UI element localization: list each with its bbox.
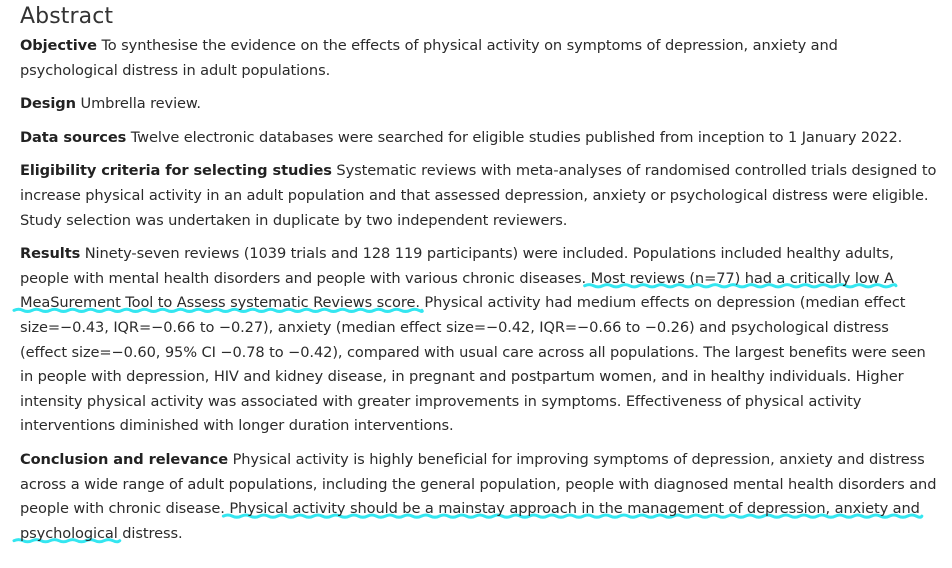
results-text-after: Physical activity had medium effects on depression (median effect size=−0.43, IQR=−0.66 to −0.27), anxiety (median effect size=−0.42, IQR=−0.66 to −0.26) and psychological distress (effect size=−0.60, 95% CI −0.78 to −0.42), compared with usual care across all populations. The largest benefits were seen in people with depression, HIV and kidney disease, in pregnant and postpartum women, and in healthy individuals. Higher intensity physical activity was associated with greater improvements in symptoms. Effectiveness of physical activity interventions diminished with longer duration interventions. [20,294,926,435]
data-sources-label: Data sources [20,128,127,146]
objective-text: To synthesise the evidence on the effects of physical activity on symptoms of depression, anxiety and psychological distress in adult populations. [20,37,838,79]
design-label: Design [20,95,76,113]
eligibility-paragraph [20,159,940,233]
conclusion-text-after: distress. [117,524,183,542]
results-label: Results [20,245,81,263]
conclusion-label: Conclusion and relevance [20,450,229,468]
results-text-before: Ninety-seven reviews (1039 trials and 128 119 participants) were included. Populations included healthy adults, people with mental health disorders and people with various chronic diseases. [20,245,894,287]
results-paragraph [20,242,940,439]
conclusion-paragraph [20,448,940,546]
conclusion-highlighted-text: Physical activity should be a mainstay approach in the management of depression, anxiety and psychological [20,500,920,542]
results-highlighted-text: Most reviews (n=77) had a critically low A MeaSurement Tool to Assess systematic Reviews score. [20,269,894,312]
design-paragraph [20,92,940,117]
abstract-heading: Abstract [20,4,114,29]
conclusion-text-before: Physical activity is highly beneficial for improving symptoms of depression, anxiety and distress across a wide range of adult populations, including the general population, people with diagnosed mental health disorders and people with chronic disease. [20,450,937,518]
objective-paragraph [20,34,940,83]
data-sources-text: Twelve electronic databases were searched for eligible studies published from inception to 1 January 2022. [130,128,903,146]
abstract-section [20,2,940,555]
objective-label: Objective [20,37,97,54]
design-text: Umbrella review. [80,95,201,113]
data-sources-paragraph [20,126,940,151]
eligibility-text: Systematic reviews with meta-analyses of randomised controlled trials designed to increase physical activity in an adult population and that assessed depression, anxiety or psychological distress were eligible. Study selection was undertaken in duplicate by two independent reviewers. [20,162,937,229]
eligibility-label: Eligibility criteria for selecting studies [20,162,332,180]
